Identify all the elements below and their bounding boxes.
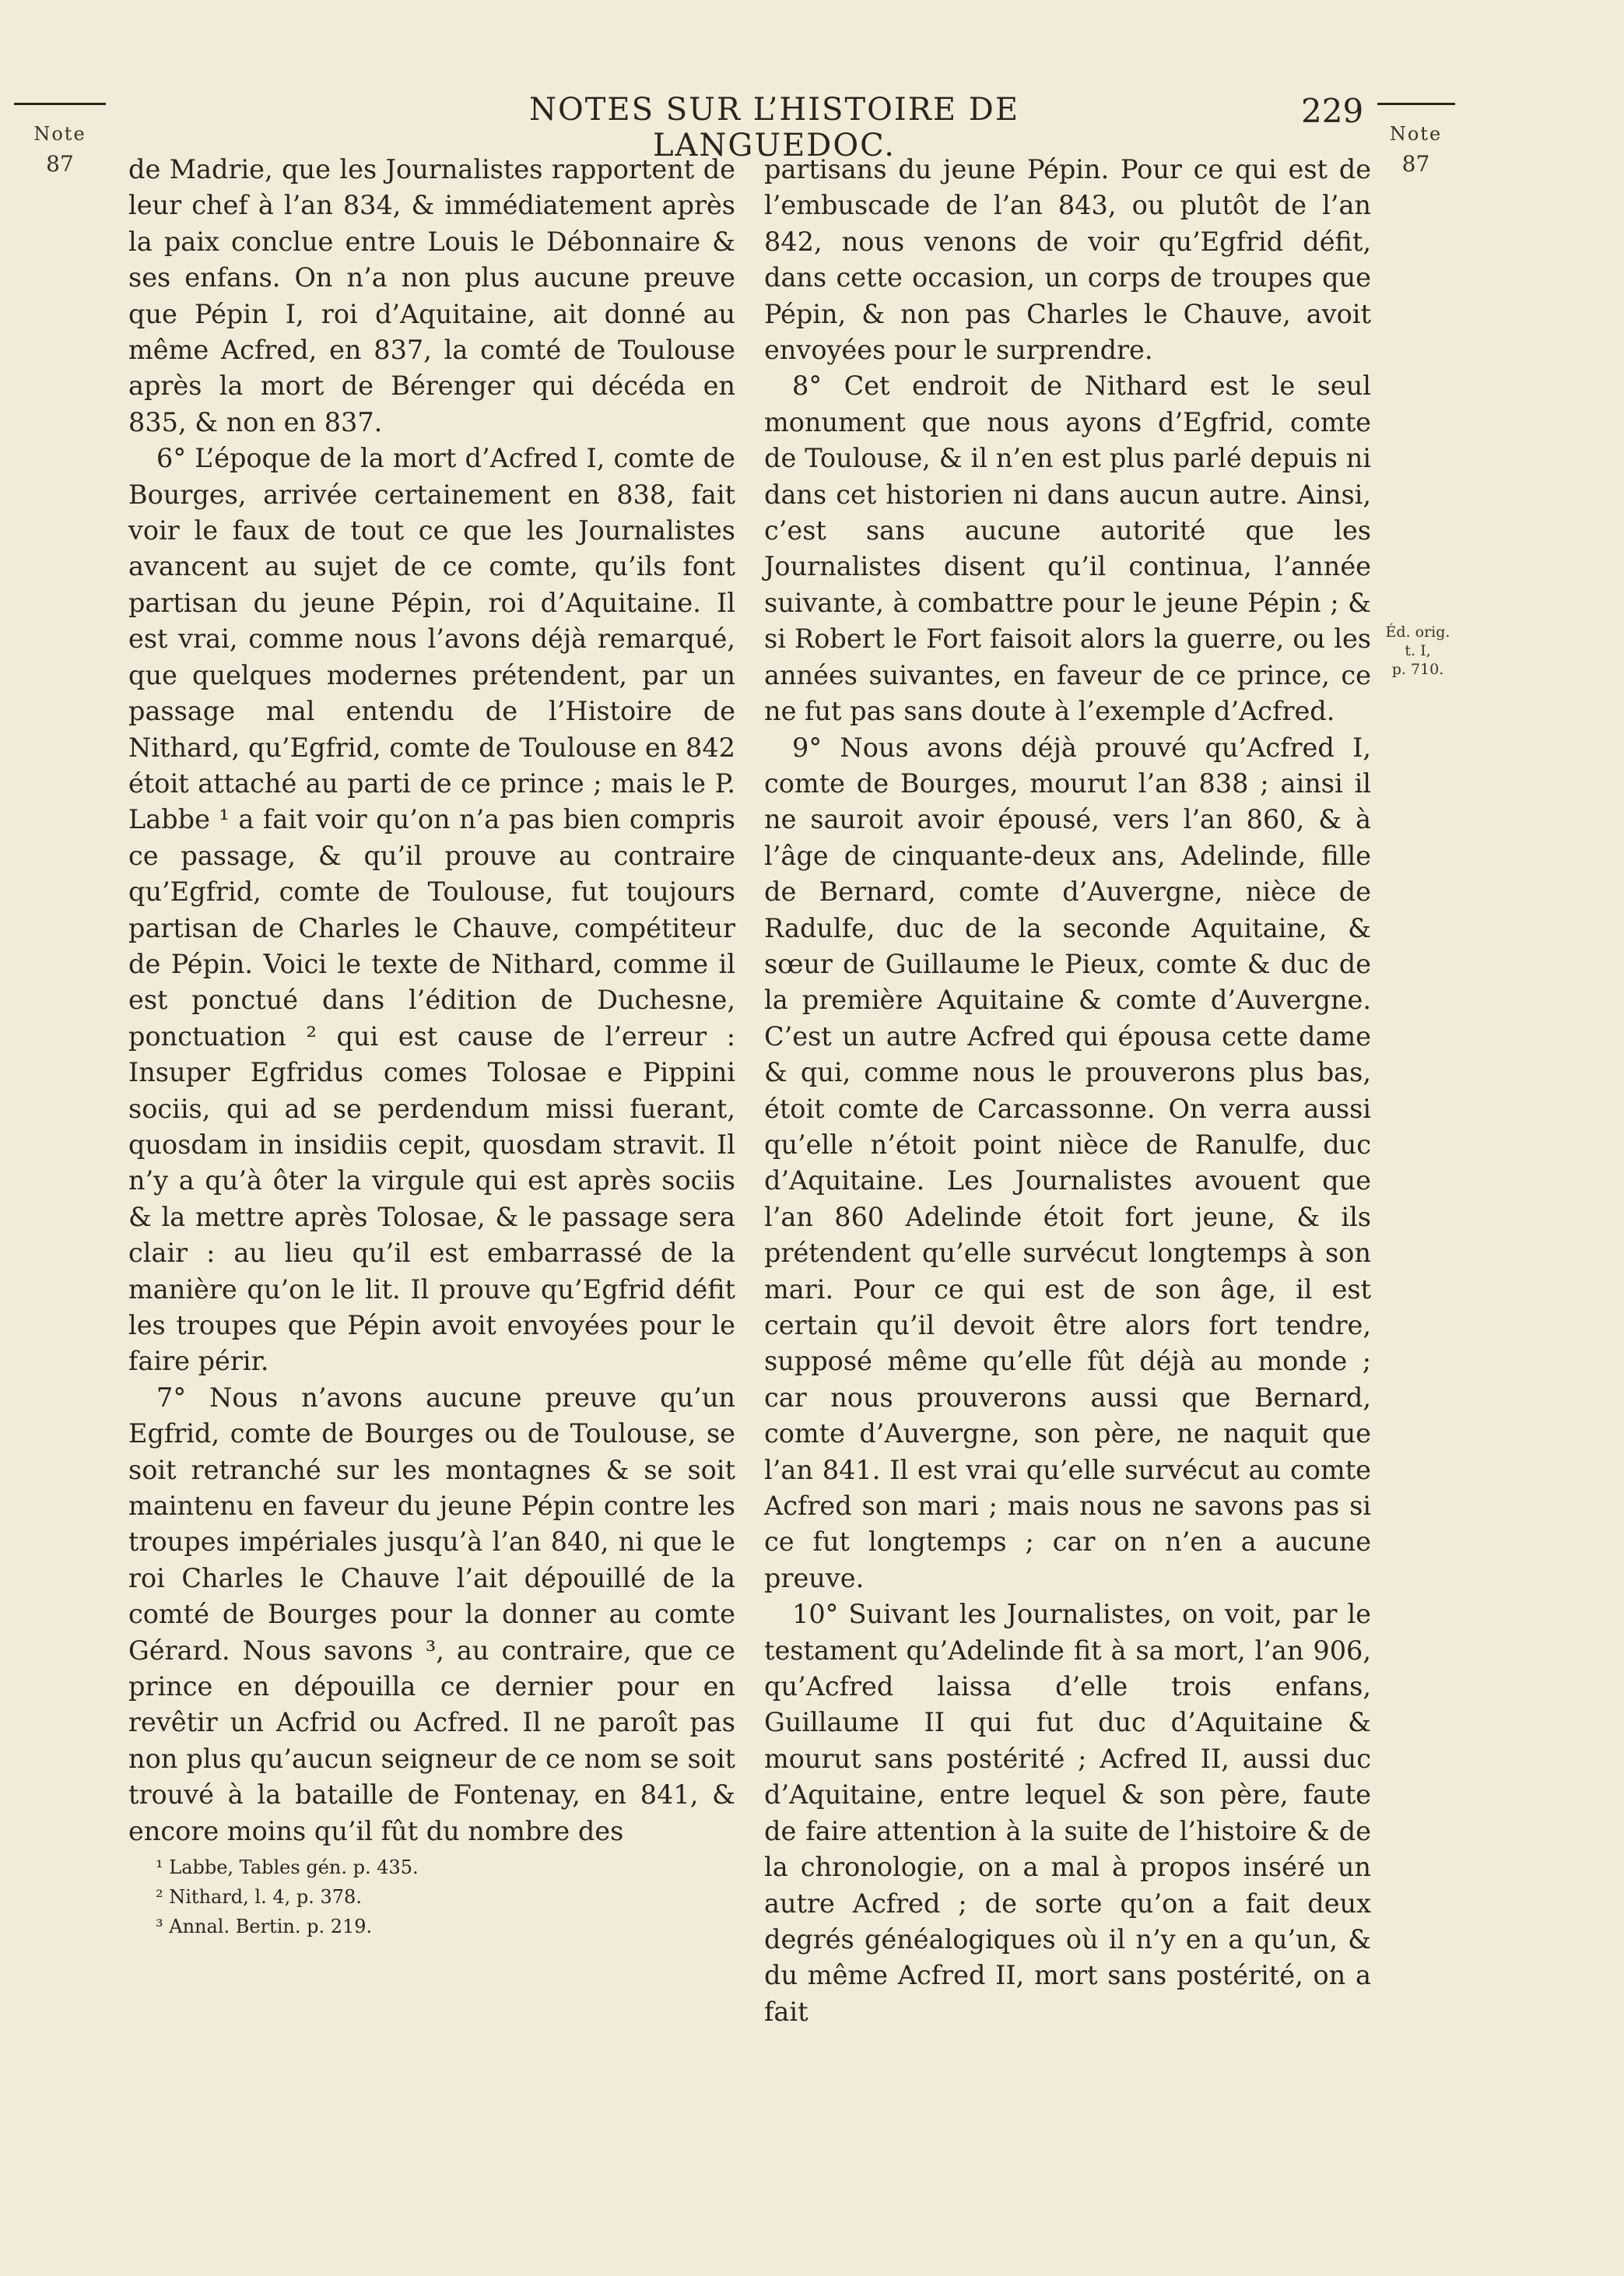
right-paragraph: partisans du jeune Pépin. Pour ce qui est de l’embuscade de l’an 843, ou plutôt de l’an 842, nous venons de voir qu’Egfrid défit, dans cette occasion, un corps de troupes que Pépin, & non pas Charles le Chauve, avoit envoyées pour le surprendre. <box>764 154 1371 366</box>
left-paragraph: 7° Nous n’avons aucune preuve qu’un Egfrid, comte de Bourges ou de Toulouse, se soit retranché sur les montagnes & se soit maintenu en faveur du jeune Pépin contre les troupes impériales jusqu’à l’an 840, ni que le roi Charles le Chauve l’ait dépouillé de la comté de Bourges pour la donner au comte Gérard. Nous savons ³, au contraire, que ce prince en dépouilla ce dernier pour en revêtir un Acfrid ou Acfred. Il ne paroît pas non plus qu’aucun seigneur de ce nom se soit trouvé à la bataille de Fontenay, en 841, & encore moins qu’il fût du nombre des <box>128 1382 735 1846</box>
right-margin-rule <box>1377 103 1455 105</box>
orig-page: p. 710. <box>1391 661 1444 678</box>
right-paragraph: 8° Cet endroit de Nithard est le seul monument que nous ayons d’Egfrid, comte de Toulouse, & il n’en est plus parlé depuis ni dans cet historien ni dans aucun autre. Ainsi, c’est sans aucune autorité que les Journalistes disent qu’il continua, l’année suivante, à combattre pour le jeune Pépin ; & si Robert le Fort faisoit alors la guerre, ou les années suivantes, en faveur de ce prince, ce ne fut pas sans doute à l’exemple d’Acfred. <box>764 371 1371 727</box>
right-note-label: Note <box>1389 123 1443 145</box>
original-edition-note <box>1379 623 1457 679</box>
page-number: 229 <box>1301 92 1364 130</box>
left-paragraph: de Madrie, que les Journalistes rapportent de leur chef à l’an 834, & immédiatement après la paix conclue entre Louis le Débonnaire & ses enfans. On n’a non plus aucune preuve que Pépin I, roi d’Aquitaine, ait donné au même Acfred, en 837, la comté de Toulouse après la mort de Bérenger qui décéda en 835, & non en 837. <box>128 154 735 437</box>
footnote: ³ Annal. Bertin. p. 219. <box>156 1916 373 1937</box>
footnote: ¹ Labbe, Tables gén. p. 435. <box>156 1856 419 1878</box>
right-note-tag <box>1371 123 1461 177</box>
running-header: NOTES SUR L’HISTOIRE DE LANGUEDOC. <box>528 92 1020 163</box>
right-paragraph: 9° Nous avons déjà prouvé qu’Acfred I, comte de Bourges, mourut l’an 838 ; ainsi il ne sauroit avoir épousé, vers l’an 860, & à l’âge de cinquante-deux ans, Adelinde, fille de Bernard, comte d’Auvergne, nièce de Radulfe, duc de la seconde Aquitaine, & sœur de Guillaume le Pieux, comte & duc de la première Aquitaine & comte d’Auvergne. C’est un autre Acfred qui épousa cette dame & qui, comme nous le prouverons plus bas, étoit comte de Carcassonne. On verra aussi qu’elle n’étoit point nièce de Ranulfe, duc d’Aquitaine. Les Journalistes avouent que l’an 860 Adelinde étoit fort jeune, & ils prétendent qu’elle survécut longtemps à son mari. Pour ce qui est de son âge, il est certain qu’il devoit être alors fort tendre, supposé même qu’elle fût déjà au monde ; car nous prouverons aussi que Bernard, comte d’Auvergne, son père, ne naquit que l’an 841. Il est vrai qu’elle survécut au comte Acfred son mari ; mais nous ne savons pas si ce fut longtemps ; car on n’en a aucune preuve. <box>764 732 1371 1593</box>
left-note-number: 87 <box>46 151 74 177</box>
left-column <box>128 152 735 1849</box>
left-note-label: Note <box>33 123 86 145</box>
right-column <box>764 152 1371 2030</box>
footnotes <box>156 1853 591 1941</box>
orig-label: Éd. orig. <box>1385 623 1450 641</box>
left-paragraph: 6° L’époque de la mort d’Acfred I, comte de Bourges, arrivée certainement en 838, fait voir le faux de tout ce que les Journalistes avancent au sujet de ce comte, qu’ils font partisan du jeune Pépin, roi d’Aquitaine. Il est vrai, comme nous l’avons déjà remarqué, que quelques modernes prétendent, par un passage mal entendu de l’Histoire de Nithard, qu’Egfrid, comte de Toulouse en 842 étoit attaché au parti de ce prince ; mais le P. Labbe ¹ a fait voir qu’on n’a pas bien compris ce passage, & qu’il prouve au contraire qu’Egfrid, comte de Toulouse, fut toujours partisan de Charles le Chauve, compétiteur de Pépin. Voici le texte de Nithard, comme il est ponctué dans l’édition de Duchesne, ponctuation ² qui est cause de l’erreur : Insuper Egfridus comes Tolosae e Pippini sociis, qui ad se perdendum missi fuerant, quosdam in insidiis cepit, quosdam stravit. Il n’y a qu’à ôter la virgule qui est après sociis & la mettre après Tolosae, & le passage sera clair : au lieu qu’il est embarrassé de la manière qu’on le lit. Il prouve qu’Egfrid défit les troupes que Pépin avoit envoyées pour le faire périr. <box>128 443 735 1377</box>
footnote: ² Nithard, l. 4, p. 378. <box>156 1886 362 1908</box>
left-note-tag <box>9 123 110 177</box>
left-margin-rule <box>14 103 106 105</box>
right-paragraph: 10° Suivant les Journalistes, on voit, par le testament qu’Adelinde fit à sa mort, l’an 906, qu’Acfred laissa d’elle trois enfans, Guillaume II qui fut duc d’Aquitaine & mourut sans postérité ; Acfred II, aussi duc d’Aquitaine, entre lequel & son père, faute de faire attention à la suite de l’histoire & de la chronologie, on a mal à propos inséré un autre Acfred ; de sorte qu’on a fait deux degrés généalogiques où il n’y en a qu’un, & du même Acfred II, mort sans postérité, on a fait <box>764 1599 1371 2027</box>
right-note-number: 87 <box>1401 151 1430 177</box>
orig-tome: t. I, <box>1405 642 1431 659</box>
